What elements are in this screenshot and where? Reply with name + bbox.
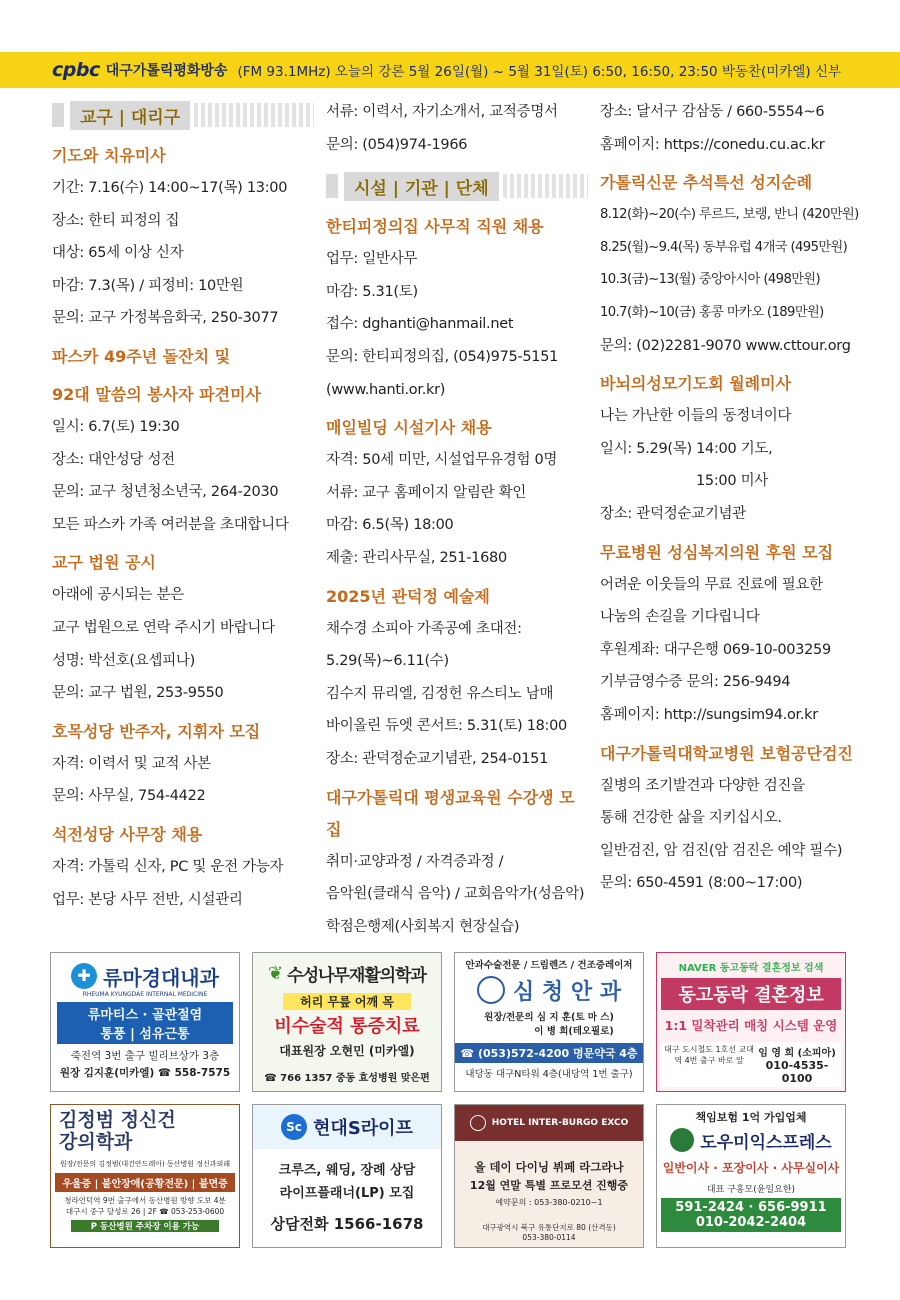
ad-clinic-name: 수성나무재활의학과 bbox=[287, 965, 426, 986]
category-stripe bbox=[194, 103, 314, 127]
text-line: 기부금영수증 문의: 256-9494 bbox=[600, 674, 791, 691]
ad-line: 임 영 희 (소피아) bbox=[758, 1048, 836, 1059]
notice-section bbox=[600, 368, 862, 530]
ad-line: 대구 도시철도 1호선 교대역 4번 출구 바로 앞 bbox=[664, 1045, 754, 1065]
ad-line: 류마티스 · 골관절염 bbox=[87, 1008, 203, 1023]
text-line: 모든 파스카 가족 여러분을 초대합니다 bbox=[52, 516, 289, 533]
text-line: 업무: 본당 사무 전반, 시설관리 bbox=[52, 891, 243, 908]
text-line: 바이올린 듀엣 콘서트: 5.31(토) 18:00 bbox=[326, 718, 567, 735]
section-title: 호목성당 반주자, 지휘자 모집 bbox=[52, 721, 261, 741]
ad-line: ☎ 766 1357 중동 효성병원 맞은편 bbox=[264, 1073, 430, 1084]
text-line: 15:00 미사 bbox=[696, 473, 769, 490]
ad-line: 053-380-0114 bbox=[522, 1233, 576, 1242]
text-line: 제출: 관리사무실, 251-1680 bbox=[326, 549, 507, 566]
ad-header bbox=[657, 1125, 845, 1155]
text-line: 마감: 6.5(목) 18:00 bbox=[326, 517, 454, 534]
ad-clinic-name: 류마경대내과 bbox=[103, 965, 219, 990]
text-line: 홈페이지: https://conedu.cu.ac.kr bbox=[600, 136, 825, 153]
text-line: 질병의 조기발견과 다양한 검진을 bbox=[600, 777, 805, 794]
ad-line: 내당동 대구N타워 4층(내당역 1번 출구) bbox=[465, 1069, 633, 1080]
ad-clinic-name: 심 청 안 과 bbox=[513, 979, 621, 1005]
text-line: 10.7(화)~10(금) 홍콩 마카오 (189만원) bbox=[600, 304, 824, 320]
text-line: 8.25(월)~9.4(목) 동부유럽 4개국 (495만원) bbox=[600, 239, 848, 255]
text-line: 일반검진, 암 검진(암 검진은 예약 필수) bbox=[600, 842, 843, 859]
ad-simcheong-eye[interactable] bbox=[454, 952, 644, 1092]
text-line: 나는 가난한 이들의 동정녀이다 bbox=[600, 408, 792, 425]
section-title: 한티피정의집 사무직 직원 채용 bbox=[326, 217, 544, 237]
text-line: 문의: (02)2281-9070 www.cttour.org bbox=[600, 337, 851, 354]
text-line: 장소: 대안성당 성전 bbox=[52, 451, 175, 468]
ad-top: 책임보험 1억 가입업체 bbox=[695, 1111, 807, 1124]
broadcast-banner bbox=[0, 52, 900, 88]
medical-cross-icon: ✚ bbox=[71, 963, 97, 989]
ad-line: 대표원장 오현민 (미카엘) bbox=[279, 1044, 415, 1058]
section-title: 매일빌딩 시설기사 채용 bbox=[326, 418, 492, 438]
ad-header bbox=[253, 1105, 441, 1149]
text-line: (www.hanti.or.kr) bbox=[326, 381, 446, 398]
ad-line: 이 병 희(테오필로) bbox=[534, 1026, 614, 1037]
text-line: 문의: 교구 청년청소년국, 264-2030 bbox=[52, 484, 279, 501]
category-bar bbox=[326, 174, 338, 198]
ad-line: 우울증 | 불안장애(공황전문) | 불면증 bbox=[55, 1173, 235, 1192]
ad-namu-rehab[interactable] bbox=[252, 952, 442, 1092]
text-line: 문의: 한티피정의집, (054)975-5151 bbox=[326, 348, 559, 365]
text-line: 아래에 공시되는 분은 bbox=[52, 587, 184, 604]
section-title: 92대 말씀의 봉사자 파견미사 bbox=[52, 384, 261, 404]
section-title: 가톨릭신문 추석특선 성지순례 bbox=[600, 173, 813, 193]
column-diocese bbox=[52, 96, 314, 916]
ad-line: 예약문의 : 053-380-0210~1 bbox=[495, 1198, 603, 1207]
ad-header bbox=[455, 1105, 643, 1141]
text-line: 취미·교양과정 / 자격증과정 / bbox=[326, 853, 504, 870]
text-line: 일시: 6.7(토) 19:30 bbox=[52, 418, 180, 435]
ad-line: 원장/전문의 심 지 훈(토 마 스) bbox=[484, 1012, 614, 1023]
ad-line: 원장 김지훈(미카엘) ☎ 558-7575 bbox=[59, 1067, 231, 1079]
notice-section bbox=[326, 412, 588, 574]
ad-dowoomi-express[interactable] bbox=[656, 1104, 846, 1248]
hotel-logo-icon bbox=[470, 1115, 486, 1131]
ad-hyundai-slife[interactable] bbox=[252, 1104, 442, 1248]
text-line: 문의: 650-4591 (8:00~17:00) bbox=[600, 875, 803, 892]
ad-line: 크루즈, 웨딩, 장례 상담 bbox=[278, 1163, 416, 1178]
text-line: 문의: 교구 법원, 253-9550 bbox=[52, 685, 224, 702]
ad-line: 대표 구홍모(윤일요한) bbox=[706, 1185, 796, 1195]
text-line: 장소: 관덕정순교기념관, 254-0151 bbox=[326, 750, 548, 767]
ad-clinic-name: 동고동락 결혼정보 bbox=[661, 978, 841, 1010]
leaf-icon: ❦ bbox=[268, 962, 284, 984]
notice-section bbox=[52, 341, 314, 541]
ad-kim-psychiatry[interactable] bbox=[50, 1104, 240, 1248]
ad-header bbox=[455, 971, 643, 1009]
ad-line: 대구광역시 북구 유통단지로 80 (산격동) bbox=[482, 1223, 616, 1232]
ad-line: 허리 무릎 어깨 목 bbox=[283, 993, 411, 1010]
section-title: 대구가톨릭대학교병원 보험공단검진 bbox=[600, 743, 853, 763]
ad-line: 죽전역 3번 출구 빌리브상가 3층 bbox=[70, 1050, 220, 1062]
sc-logo-icon: Sc bbox=[281, 1114, 307, 1140]
ad-clinic-name: 김정범 정신건강의학과 bbox=[59, 1109, 176, 1153]
section-title: 석전성당 사무장 채용 bbox=[52, 824, 203, 844]
text-line: 서류: 이력서, 자기소개서, 교적증명서 bbox=[326, 104, 558, 120]
section-title: 교구 법원 공시 bbox=[52, 553, 156, 573]
section-title: 바뇌의성모기도회 월례미사 bbox=[600, 374, 792, 394]
ad-hotel-interburgo[interactable] bbox=[454, 1104, 644, 1248]
ad-line: 비수술적 통증치료 bbox=[274, 1016, 420, 1037]
notice-section bbox=[600, 537, 862, 732]
cpbc-logo: cpbc bbox=[52, 59, 100, 81]
text-line: 음악원(클래식 음악) / 교회음악가(성음악) bbox=[326, 886, 585, 903]
text-line: 자격: 50세 미만, 시설업무유경험 0명 bbox=[326, 452, 558, 469]
mover-logo-icon bbox=[670, 1128, 694, 1152]
category-bar bbox=[52, 103, 64, 127]
ad-line: 591-2424 · 656-9911 bbox=[675, 1200, 827, 1215]
text-line: 성명: 박선호(요셉피나) bbox=[52, 652, 195, 669]
text-line: 문의: (054)974-1966 bbox=[326, 136, 468, 153]
eye-logo-icon bbox=[477, 976, 505, 1004]
text-line: 8.12(화)~20(수) 루르드, 보랭, 반니 (420만원) bbox=[600, 207, 859, 223]
notice-section bbox=[52, 140, 314, 335]
notice-section bbox=[52, 819, 314, 916]
text-line: 문의: 교구 가정복음화국, 250-3077 bbox=[52, 310, 279, 327]
text-line: 일시: 5.29(목) 14:00 기도, bbox=[600, 440, 773, 457]
text-line: 나눔의 손길을 기다립니다 bbox=[600, 609, 760, 626]
text-line: 학점은행제(사회복지 현장실습) bbox=[326, 918, 520, 935]
notice-section bbox=[326, 211, 588, 406]
ad-line: ☎ (053)572-4200 명문약국 4층 bbox=[455, 1043, 643, 1063]
text-line: 마감: 7.3(목) / 피정비: 10만원 bbox=[52, 277, 244, 294]
station-name: 대구가톨릭평화방송 bbox=[105, 63, 228, 79]
text-line: 후원계좌: 대구은행 069-10-003259 bbox=[600, 641, 831, 658]
ad-top: NAVER 동고동락 결혼정보 검색 bbox=[678, 963, 824, 974]
text-line: 장소: 달서구 감삼동 / 660-5554~6 bbox=[600, 104, 825, 120]
text-line: 교구 법원으로 연락 주시기 바랍니다 bbox=[52, 619, 275, 636]
ad-line: 010-2042-2404 bbox=[695, 1215, 807, 1230]
section-title: 기도와 치유미사 bbox=[52, 146, 166, 165]
ad-clinic-name: 도우미익스프레스 bbox=[700, 1132, 832, 1153]
column-institutions bbox=[326, 96, 588, 943]
ad-line: 1:1 밀착관리 매칭 시스템 운영 bbox=[664, 1018, 838, 1033]
text-line: 기간: 7.16(수) 14:00~17(목) 13:00 bbox=[52, 180, 288, 196]
text-line: 홈페이지: http://sungsim94.or.kr bbox=[600, 706, 818, 723]
ad-top: 안과수술전문 / 드림렌즈 / 건조증레이저 bbox=[465, 960, 633, 971]
text-line: 통해 건강한 삶을 지키십시오. bbox=[600, 810, 782, 827]
text-line: 서류: 교구 홈페이지 알림란 확인 bbox=[326, 484, 527, 501]
category-header bbox=[326, 171, 588, 201]
text-line: 문의: 사무실, 754-4422 bbox=[52, 788, 206, 805]
ad-line: 청라언덕역 9번 출구에서 동산병원 방향 도보 4분 bbox=[64, 1196, 226, 1205]
text-line: 업무: 일반사무 bbox=[326, 251, 418, 268]
ad-line: 통풍 | 섬유근통 bbox=[100, 1027, 190, 1042]
broadcast-info: (FM 93.1MHz) 오늘의 강론 5월 26일(월) ~ 5월 31일(토) 6:50, 16:50, 23:50 박동찬(미카엘) 신부 bbox=[237, 64, 842, 80]
ad-donggo-marriage[interactable] bbox=[656, 952, 846, 1092]
text-line: 5.29(목)~6.11(수) bbox=[326, 653, 449, 670]
ad-clinic-name: 현대S라이프 bbox=[313, 1118, 413, 1139]
category-stripe bbox=[503, 174, 588, 198]
ad-line: 라이프플래너(LP) 모집 bbox=[279, 1186, 415, 1201]
notice-section bbox=[326, 581, 588, 776]
text-line: 김수지 뮤리엘, 김정헌 유스티노 남매 bbox=[326, 685, 554, 702]
text-line: 자격: 가톨릭 신자, PC 및 운전 가능자 bbox=[52, 858, 284, 875]
notice-section bbox=[600, 167, 862, 362]
notice-section bbox=[600, 738, 862, 900]
ad-header bbox=[253, 953, 441, 993]
text-line: 어려운 이웃들의 무료 진료에 필요한 bbox=[600, 576, 823, 593]
category-label: 교구 | 대리구 bbox=[70, 101, 190, 130]
section-title: 2025년 관덕정 예술제 bbox=[326, 586, 490, 606]
ad-line: 원장/전문의 김정범(대건안드레아) 동산병원 정신과외래 bbox=[59, 1160, 231, 1168]
text-line: 자격: 이력서 및 교적 사본 bbox=[52, 755, 211, 772]
column-misc bbox=[600, 96, 862, 900]
category-header bbox=[52, 100, 314, 130]
section-title: 대구가톨릭대 평생교육원 수강생 모집 bbox=[326, 787, 575, 839]
ad-line: 12월 연말 특별 프로모션 진행중 bbox=[469, 1179, 629, 1192]
text-line: 장소: 한티 피정의 집 bbox=[52, 212, 180, 229]
notice-section bbox=[52, 716, 314, 813]
text-line: 마감: 5.31(토) bbox=[326, 283, 418, 300]
ad-line: 올 데이 다이닝 뷔페 라그라나 bbox=[474, 1160, 624, 1174]
ad-line: 010-4535-0100 bbox=[765, 1059, 829, 1085]
section-title: 무료병원 성심복지의원 후원 모집 bbox=[600, 542, 834, 562]
ad-line: P 동산병원 주차장 이용 가능 bbox=[71, 1220, 219, 1232]
text-line: 10.3(금)~13(월) 중앙아시아 (498만원) bbox=[600, 272, 821, 288]
ad-line: 일반이사 · 포장이사 · 사무실이사 bbox=[662, 1161, 840, 1175]
ad-clinic-name: HOTEL INTER-BURGO EXCO bbox=[491, 1118, 629, 1128]
text-line: 대상: 65세 이상 신자 bbox=[52, 245, 184, 262]
notice-section bbox=[326, 782, 588, 944]
ad-line: 상담전화 1566-1678 bbox=[270, 1215, 424, 1233]
ad-line: 대구시 중구 달성로 26 | 2F ☎ 053-253-0600 bbox=[65, 1207, 225, 1216]
ad-clinic-sub: RHEUMA KYUNGDAE INTERNAL MEDICINE bbox=[82, 991, 208, 998]
section-title: 파스카 49주년 돌잔치 및 bbox=[52, 346, 231, 366]
text-line: 채수경 소피아 가족공예 초대전: bbox=[326, 620, 522, 637]
text-line: 장소: 관덕정순교기념관 bbox=[600, 505, 746, 522]
text-line: 접수: dghanti@hanmail.net bbox=[326, 316, 514, 333]
notice-section bbox=[52, 547, 314, 709]
category-label: 시설 | 기관 | 단체 bbox=[344, 172, 499, 201]
ad-rheuma-clinic[interactable] bbox=[50, 952, 240, 1092]
